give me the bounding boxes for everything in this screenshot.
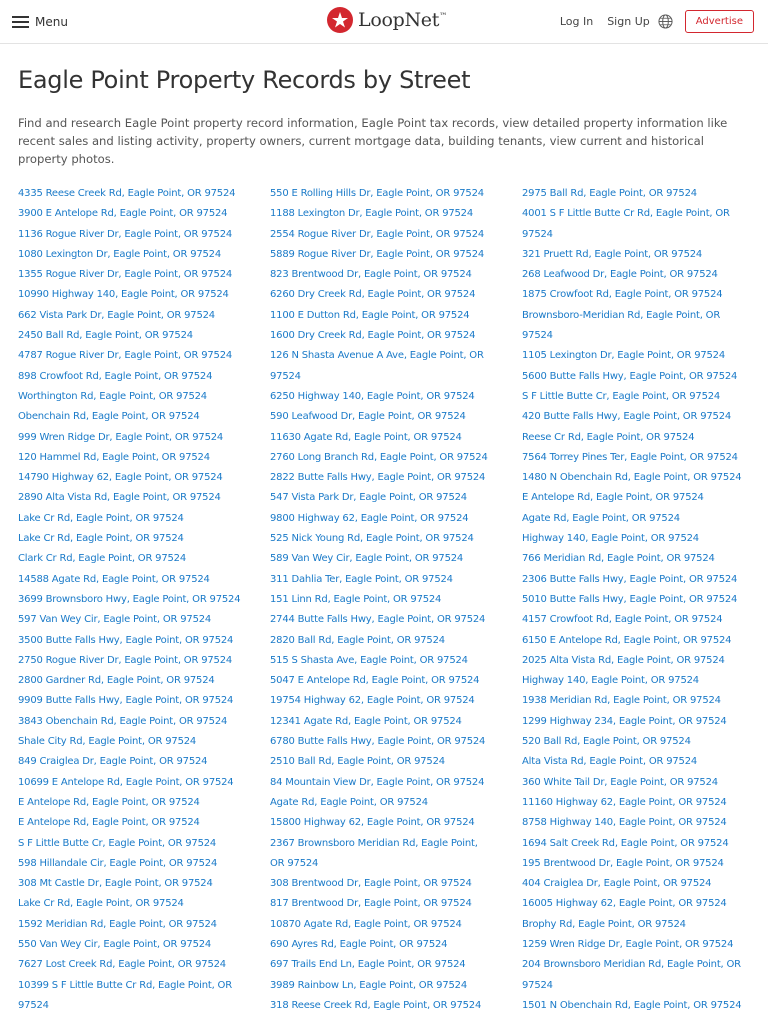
street-link[interactable]: 308 Mt Castle Dr, Eagle Point, OR 97524 <box>18 878 213 890</box>
hamburger-icon <box>12 16 29 28</box>
street-link[interactable]: 690 Ayres Rd, Eagle Point, OR 97524 <box>270 938 448 950</box>
street-link[interactable]: 9800 Highway 62, Eagle Point, OR 97524 <box>270 512 469 524</box>
street-link[interactable]: 550 Van Wey Cir, Eagle Point, OR 97524 <box>18 938 212 950</box>
street-link[interactable]: 4787 Rogue River Dr, Eagle Point, OR 97524 <box>18 350 233 362</box>
street-link[interactable]: Highway 140, Eagle Point, OR 97524 <box>522 675 699 687</box>
street-link[interactable]: Lake Cr Rd, Eagle Point, OR 97524 <box>18 898 184 910</box>
street-link[interactable]: 550 E Rolling Hills Dr, Eagle Point, OR 97524 <box>270 188 484 199</box>
street-link[interactable]: 268 Leafwood Dr, Eagle Point, OR 97524 <box>522 269 718 281</box>
street-link[interactable]: Highway 140, Eagle Point, OR 97524 <box>522 533 699 545</box>
street-link[interactable]: 898 Crowfoot Rd, Eagle Point, OR 97524 <box>18 370 213 382</box>
street-link[interactable]: 597 Van Wey Cir, Eagle Point, OR 97524 <box>18 614 212 626</box>
street-link[interactable]: Shale City Rd, Eagle Point, OR 97524 <box>18 736 197 748</box>
street-link[interactable]: 817 Brentwood Dr, Eagle Point, OR 97524 <box>270 898 472 910</box>
street-link[interactable]: 9909 Butte Falls Hwy, Eagle Point, OR 97524 <box>18 695 234 707</box>
street-column-2 <box>270 184 495 1016</box>
street-link[interactable]: 1592 Meridian Rd, Eagle Point, OR 97524 <box>18 918 217 930</box>
street-link[interactable]: 2450 Ball Rd, Eagle Point, OR 97524 <box>18 330 193 342</box>
street-link[interactable]: 2760 Long Branch Rd, Eagle Point, OR 97524 <box>270 451 488 463</box>
globe-icon[interactable] <box>658 14 673 29</box>
street-link[interactable]: Clark Cr Rd, Eagle Point, OR 97524 <box>18 553 186 565</box>
logo-text: LoopNet™ <box>358 9 447 31</box>
street-link[interactable]: 3900 E Antelope Rd, Eagle Point, OR 97524 <box>18 208 228 220</box>
street-link[interactable]: Agate Rd, Eagle Point, OR 97524 <box>270 796 428 808</box>
street-link[interactable]: 2367 Brownsboro Meridian Rd, Eagle Point, OR 97524 <box>270 837 478 869</box>
street-link[interactable]: 2822 Butte Falls Hwy, Eagle Point, OR 97524 <box>270 472 486 484</box>
street-link[interactable]: Brophy Rd, Eagle Point, OR 97524 <box>522 918 686 930</box>
street-link[interactable]: 6250 Highway 140, Eagle Point, OR 97524 <box>270 390 475 402</box>
street-link[interactable]: 308 Brentwood Dr, Eagle Point, OR 97524 <box>270 878 472 890</box>
street-link[interactable]: 1480 N Obenchain Rd, Eagle Point, OR 97524 <box>522 472 742 484</box>
street-link[interactable]: 1080 Lexington Dr, Eagle Point, OR 97524 <box>18 248 222 260</box>
street-link[interactable]: 1875 Crowfoot Rd, Eagle Point, OR 97524 <box>522 289 723 301</box>
street-link[interactable]: 1938 Meridian Rd, Eagle Point, OR 97524 <box>522 695 721 707</box>
street-link[interactable]: 404 Craiglea Dr, Eagle Point, OR 97524 <box>522 878 712 890</box>
menu-label: Menu <box>35 14 68 29</box>
street-link[interactable]: 14588 Agate Rd, Eagle Point, OR 97524 <box>18 573 210 585</box>
street-link[interactable]: 1694 Salt Creek Rd, Eagle Point, OR 97524 <box>522 837 729 849</box>
street-link[interactable]: 15800 Highway 62, Eagle Point, OR 97524 <box>270 817 475 829</box>
street-link[interactable]: 2306 Butte Falls Hwy, Eagle Point, OR 97524 <box>522 573 738 585</box>
street-link[interactable]: 4001 S F Little Butte Cr Rd, Eagle Point, OR 97524 <box>522 208 730 240</box>
street-link[interactable]: 2820 Ball Rd, Eagle Point, OR 97524 <box>270 634 445 646</box>
loopnet-logo-icon <box>326 6 354 34</box>
street-link[interactable]: E Antelope Rd, Eagle Point, OR 97524 <box>522 492 704 504</box>
street-link[interactable]: 19754 Highway 62, Eagle Point, OR 97524 <box>270 695 475 707</box>
signup-link[interactable]: Sign Up <box>607 15 650 28</box>
advertise-button[interactable]: Advertise <box>685 10 754 33</box>
street-link[interactable]: 10990 Highway 140, Eagle Point, OR 97524 <box>18 289 229 301</box>
street-link[interactable]: 4157 Crowfoot Rd, Eagle Point, OR 97524 <box>522 614 723 626</box>
street-link[interactable]: 1299 Highway 234, Eagle Point, OR 97524 <box>522 715 727 727</box>
street-link[interactable]: 1501 N Obenchain Rd, Eagle Point, OR 97524 <box>522 999 742 1011</box>
street-link[interactable]: 84 Mountain View Dr, Eagle Point, OR 97524 <box>270 776 485 788</box>
street-link[interactable]: 590 Leafwood Dr, Eagle Point, OR 97524 <box>270 411 466 423</box>
street-link[interactable]: 525 Nick Young Rd, Eagle Point, OR 97524 <box>270 533 474 545</box>
street-link[interactable]: S F Little Butte Cr, Eagle Point, OR 97524 <box>522 390 721 402</box>
street-link[interactable]: 3989 Rainbow Ln, Eagle Point, OR 97524 <box>270 979 467 991</box>
street-link[interactable]: 5047 E Antelope Rd, Eagle Point, OR 97524 <box>270 675 480 687</box>
street-link[interactable]: 6260 Dry Creek Rd, Eagle Point, OR 97524 <box>270 289 476 301</box>
street-link[interactable]: 697 Trails End Ln, Eagle Point, OR 97524 <box>270 959 466 971</box>
header-actions <box>546 10 754 33</box>
street-link[interactable]: 151 Linn Rd, Eagle Point, OR 97524 <box>270 593 442 605</box>
street-link[interactable]: Brownsboro-Meridian Rd, Eagle Point, OR 97524 <box>522 309 721 342</box>
street-link[interactable]: 126 N Shasta Avenue A Ave, Eagle Point, OR 97524 <box>270 350 484 382</box>
street-link[interactable]: 2975 Ball Rd, Eagle Point, OR 97524 <box>522 188 697 199</box>
login-link[interactable]: Log In <box>559 15 594 28</box>
street-link[interactable]: 5010 Butte Falls Hwy, Eagle Point, OR 97524 <box>522 593 738 605</box>
street-column-3 <box>522 184 747 1016</box>
street-link[interactable]: 311 Dahlia Ter, Eagle Point, OR 97524 <box>270 573 453 585</box>
street-link[interactable]: 2800 Gardner Rd, Eagle Point, OR 97524 <box>18 675 215 687</box>
street-link[interactable]: 11630 Agate Rd, Eagle Point, OR 97524 <box>270 431 462 443</box>
street-link[interactable]: 420 Butte Falls Hwy, Eagle Point, OR 97524 <box>522 411 732 423</box>
street-link[interactable]: 5889 Rogue River Dr, Eagle Point, OR 97524 <box>270 248 485 260</box>
street-link[interactable]: 662 Vista Park Dr, Eagle Point, OR 97524 <box>18 309 215 321</box>
street-link[interactable]: 5600 Butte Falls Hwy, Eagle Point, OR 97524 <box>522 370 738 382</box>
street-link[interactable]: 849 Craiglea Dr, Eagle Point, OR 97524 <box>18 756 208 768</box>
street-link[interactable]: 999 Wren Ridge Dr, Eagle Point, OR 97524 <box>18 431 224 443</box>
street-link[interactable]: 515 S Shasta Ave, Eagle Point, OR 97524 <box>270 654 468 666</box>
street-link[interactable]: 589 Van Wey Cir, Eagle Point, OR 97524 <box>270 553 464 565</box>
street-link[interactable]: 10399 S F Little Butte Cr Rd, Eagle Point, OR 97524 <box>18 979 232 1011</box>
street-link[interactable]: Worthington Rd, Eagle Point, OR 97524 <box>18 390 207 402</box>
street-link[interactable]: 2744 Butte Falls Hwy, Eagle Point, OR 97524 <box>270 614 486 626</box>
street-link[interactable]: 321 Pruett Rd, Eagle Point, OR 97524 <box>522 248 703 260</box>
street-link[interactable]: 16005 Highway 62, Eagle Point, OR 97524 <box>522 898 727 910</box>
street-link[interactable]: 6150 E Antelope Rd, Eagle Point, OR 97524 <box>522 634 732 646</box>
street-link[interactable]: 1136 Rogue River Dr, Eagle Point, OR 97524 <box>18 228 233 240</box>
street-link[interactable]: 3699 Brownsboro Hwy, Eagle Point, OR 97524 <box>18 593 241 605</box>
street-link[interactable]: 1355 Rogue River Dr, Eagle Point, OR 97524 <box>18 269 233 281</box>
street-link[interactable]: 2025 Alta Vista Rd, Eagle Point, OR 97524 <box>522 654 725 666</box>
intro-text: Find and research Eagle Point property record information, Eagle Point tax records, view detailed property information like recent sales and listing activity, property owners, current mortgage data, building tenants, view current and historical property photos. <box>18 116 728 166</box>
street-link[interactable]: 11160 Highway 62, Eagle Point, OR 97524 <box>522 796 727 808</box>
street-link[interactable]: 2750 Rogue River Dr, Eagle Point, OR 97524 <box>18 654 233 666</box>
street-link[interactable]: 360 White Tail Dr, Eagle Point, OR 97524 <box>522 776 718 788</box>
street-link[interactable]: 823 Brentwood Dr, Eagle Point, OR 97524 <box>270 269 472 281</box>
street-link[interactable]: Reese Cr Rd, Eagle Point, OR 97524 <box>522 431 695 443</box>
street-link[interactable]: 12341 Agate Rd, Eagle Point, OR 97524 <box>270 715 462 727</box>
street-link[interactable]: 520 Ball Rd, Eagle Point, OR 97524 <box>522 736 691 748</box>
street-link[interactable]: 318 Reese Creek Rd, Eagle Point, OR 97524 <box>270 999 482 1011</box>
street-link[interactable]: 1100 E Dutton Rd, Eagle Point, OR 97524 <box>270 309 470 321</box>
loopnet-logo[interactable] <box>326 6 447 34</box>
street-link[interactable]: 204 Brownsboro Meridian Rd, Eagle Point, OR 97524 <box>522 959 741 991</box>
street-link[interactable]: 2510 Ball Rd, Eagle Point, OR 97524 <box>270 756 445 768</box>
street-link[interactable]: E Antelope Rd, Eagle Point, OR 97524 <box>18 817 200 829</box>
street-link[interactable]: 10870 Agate Rd, Eagle Point, OR 97524 <box>270 918 462 930</box>
street-link[interactable]: Lake Cr Rd, Eagle Point, OR 97524 <box>18 512 184 524</box>
street-link[interactable]: 1188 Lexington Dr, Eagle Point, OR 97524 <box>270 208 474 220</box>
street-link[interactable]: 2554 Rogue River Dr, Eagle Point, OR 97524 <box>270 228 485 240</box>
street-link[interactable]: 1600 Dry Creek Rd, Eagle Point, OR 97524 <box>270 330 476 342</box>
street-link[interactable]: 195 Brentwood Dr, Eagle Point, OR 97524 <box>522 857 724 869</box>
street-link[interactable]: Obenchain Rd, Eagle Point, OR 97524 <box>18 411 200 423</box>
street-link[interactable]: 766 Meridian Rd, Eagle Point, OR 97524 <box>522 553 715 565</box>
street-link[interactable]: 2890 Alta Vista Rd, Eagle Point, OR 97524 <box>18 492 221 504</box>
street-link[interactable]: 7627 Lost Creek Rd, Eagle Point, OR 97524 <box>18 959 226 971</box>
street-link[interactable]: 120 Hammel Rd, Eagle Point, OR 97524 <box>18 451 210 463</box>
street-link[interactable]: 547 Vista Park Dr, Eagle Point, OR 97524 <box>270 492 467 504</box>
street-link[interactable]: 10699 E Antelope Rd, Eagle Point, OR 97524 <box>18 776 234 788</box>
street-link[interactable]: 1259 Wren Ridge Dr, Eagle Point, OR 97524 <box>522 938 734 950</box>
street-link[interactable]: 1105 Lexington Dr, Eagle Point, OR 97524 <box>522 350 726 362</box>
street-link[interactable]: S F Little Butte Cr, Eagle Point, OR 97524 <box>18 837 217 849</box>
street-column-1 <box>18 184 243 1016</box>
street-link[interactable]: 598 Hillandale Cir, Eagle Point, OR 97524 <box>18 857 218 869</box>
street-link[interactable]: E Antelope Rd, Eagle Point, OR 97524 <box>18 796 200 808</box>
street-link[interactable]: 8758 Highway 140, Eagle Point, OR 97524 <box>522 817 727 829</box>
menu-button[interactable] <box>12 15 68 29</box>
street-link[interactable]: 3500 Butte Falls Hwy, Eagle Point, OR 97524 <box>18 634 234 646</box>
street-link[interactable]: Lake Cr Rd, Eagle Point, OR 97524 <box>18 533 184 545</box>
street-link[interactable]: Alta Vista Rd, Eagle Point, OR 97524 <box>522 756 698 768</box>
page-title: Eagle Point Property Records by Street <box>18 66 471 94</box>
street-link[interactable]: Agate Rd, Eagle Point, OR 97524 <box>522 512 680 524</box>
street-link[interactable]: 4335 Reese Creek Rd, Eagle Point, OR 97524 <box>18 188 236 199</box>
top-nav <box>0 0 768 44</box>
street-link[interactable]: 14790 Highway 62, Eagle Point, OR 97524 <box>18 472 223 484</box>
street-link[interactable]: 6780 Butte Falls Hwy, Eagle Point, OR 97524 <box>270 736 486 748</box>
street-link[interactable]: 3843 Obenchain Rd, Eagle Point, OR 97524 <box>18 715 228 727</box>
street-link[interactable]: 7564 Torrey Pines Ter, Eagle Point, OR 97524 <box>522 451 738 463</box>
